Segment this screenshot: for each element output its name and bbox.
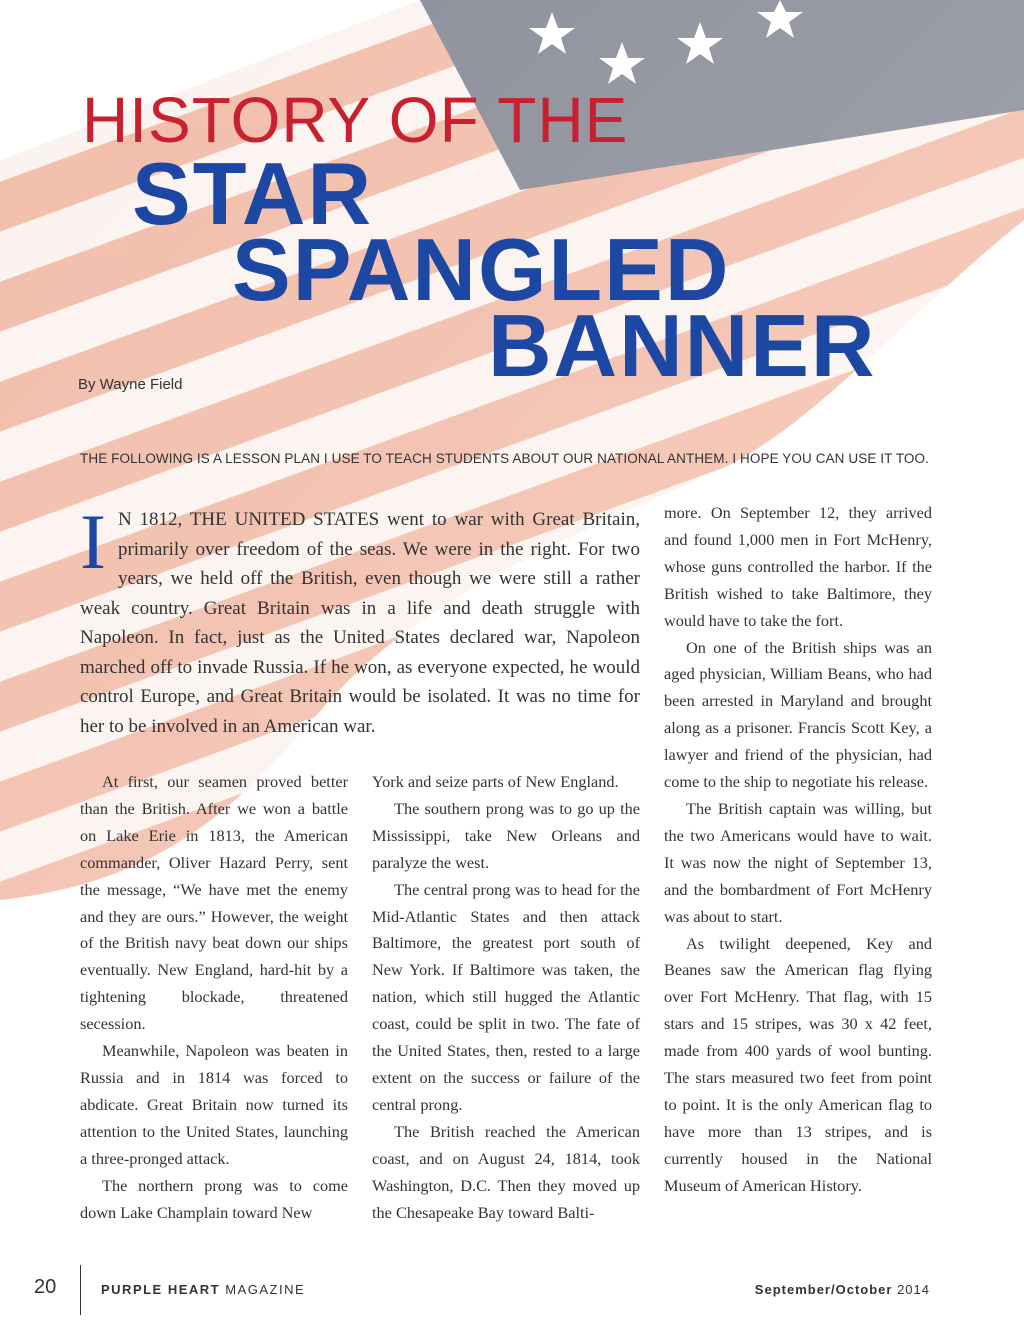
lead-paragraph — [80, 498, 640, 741]
issue-date-month: September/October — [754, 1282, 893, 1297]
article-column-1 — [80, 769, 348, 1226]
paragraph: The British captain was willing, but the two Americans would have to wait. It was now the night of September 13, and the bombardment of Fort McHenry was about to start. — [664, 798, 932, 926]
drop-cap: I — [80, 498, 106, 585]
paragraph: The northern prong was to come down Lake Champlain toward New — [80, 1175, 348, 1222]
paragraph: The British reached the American coast, and on August 24, 1814, took Washington, D.C. Then they moved up the Chesapeake Bay toward Balti- — [372, 1121, 640, 1222]
article-column-2 — [372, 769, 640, 1226]
title-history-of-the: HISTORY OF THE — [82, 84, 629, 156]
magazine-name-bold: PURPLE HEART — [101, 1282, 221, 1297]
footer-divider — [80, 1265, 81, 1315]
intro-text: THE FOLLOWING IS A LESSON PLAN I USE TO TEACH STUDENTS ABOUT OUR NATIONAL ANTHEM. I HOPE YOU CAN USE IT TOO. — [80, 451, 929, 466]
paragraph: At first, our seamen proved better than the British. After we won a battle on Lake Erie in 1813, the American commander, Oliver Hazard Perry, sent the message, “We have met the enemy and they are ours.” However, the weight of the British navy beat down our ships eventually. New England, hard-hit by a tightening blockade, threatened secession. — [80, 772, 348, 1034]
title-star: STAR — [132, 144, 374, 243]
title-spangled: SPANGLED — [232, 220, 731, 319]
title-banner: BANNER — [488, 296, 877, 395]
lead-text: went to war with Great Britain, primarily over freedom of the seas. We were in the right. For two years, we held off the British, even though we were still a rather weak country. Great Britain was in a life and death struggle with Napoleon. In fact, just as the United States declared war, Napoleon marched off to invade Russia. If he won, as everyone expected, he would control Europe, and Great Britain would be isolated. It was no time for her to be involved in an American war. — [80, 509, 640, 737]
magazine-name — [101, 1282, 305, 1297]
paragraph: York and seize parts of New England. — [372, 772, 619, 791]
issue-date — [755, 1282, 930, 1297]
paragraph: As twilight deepened, Key and Beanes saw the American flag flying over Fort McHenry. That flag, with 15 stars and 15 stripes, was 30 x 42 feet, made from 400 yards of wool bunting. The stars measured two feet from point to point. It is the only American flag to have more than 13 stripes, and is currently housed in the National Museum of American History. — [664, 933, 932, 1195]
magazine-name-rest: MAGAZINE — [220, 1282, 306, 1297]
paragraph: On one of the British ships was an aged physician, William Beans, who had been arrested in Maryland and brought along as a prisoner. Francis Scott Key, a lawyer and friend of the physician, had come to the ship to negotiate his release. — [664, 637, 932, 792]
article-column-3 — [664, 500, 932, 1200]
page-number: 20 — [34, 1276, 57, 1298]
byline: By Wayne Field — [78, 376, 183, 393]
paragraph: The central prong was to head for the Mid-Atlantic States and then attack Baltimore, the greatest port south of New York. If Baltimore was taken, the nation, which still hugged the Atlantic coast, could be split in two. The fate of the United States, then, rested to a large extent on the success or failure of the central prong. — [372, 879, 640, 1114]
paragraph: The southern prong was to go up the Mississippi, take New Orleans and paralyze the west. — [372, 798, 640, 872]
paragraph: Meanwhile, Napoleon was beaten in Russia and in 1814 was forced to abdicate. Great Britain now turned its attention to the United States, launching a three-pronged attack. — [80, 1041, 348, 1168]
issue-date-year: 2014 — [892, 1282, 930, 1297]
paragraph: more. On September 12, they arrived and found 1,000 men in Fort McHenry, whose guns controlled the harbor. If the British wished to take Baltimore, they would have to take the fort. — [664, 503, 932, 630]
lead-caps: N 1812, THE UNITED STATES — [117, 509, 380, 530]
